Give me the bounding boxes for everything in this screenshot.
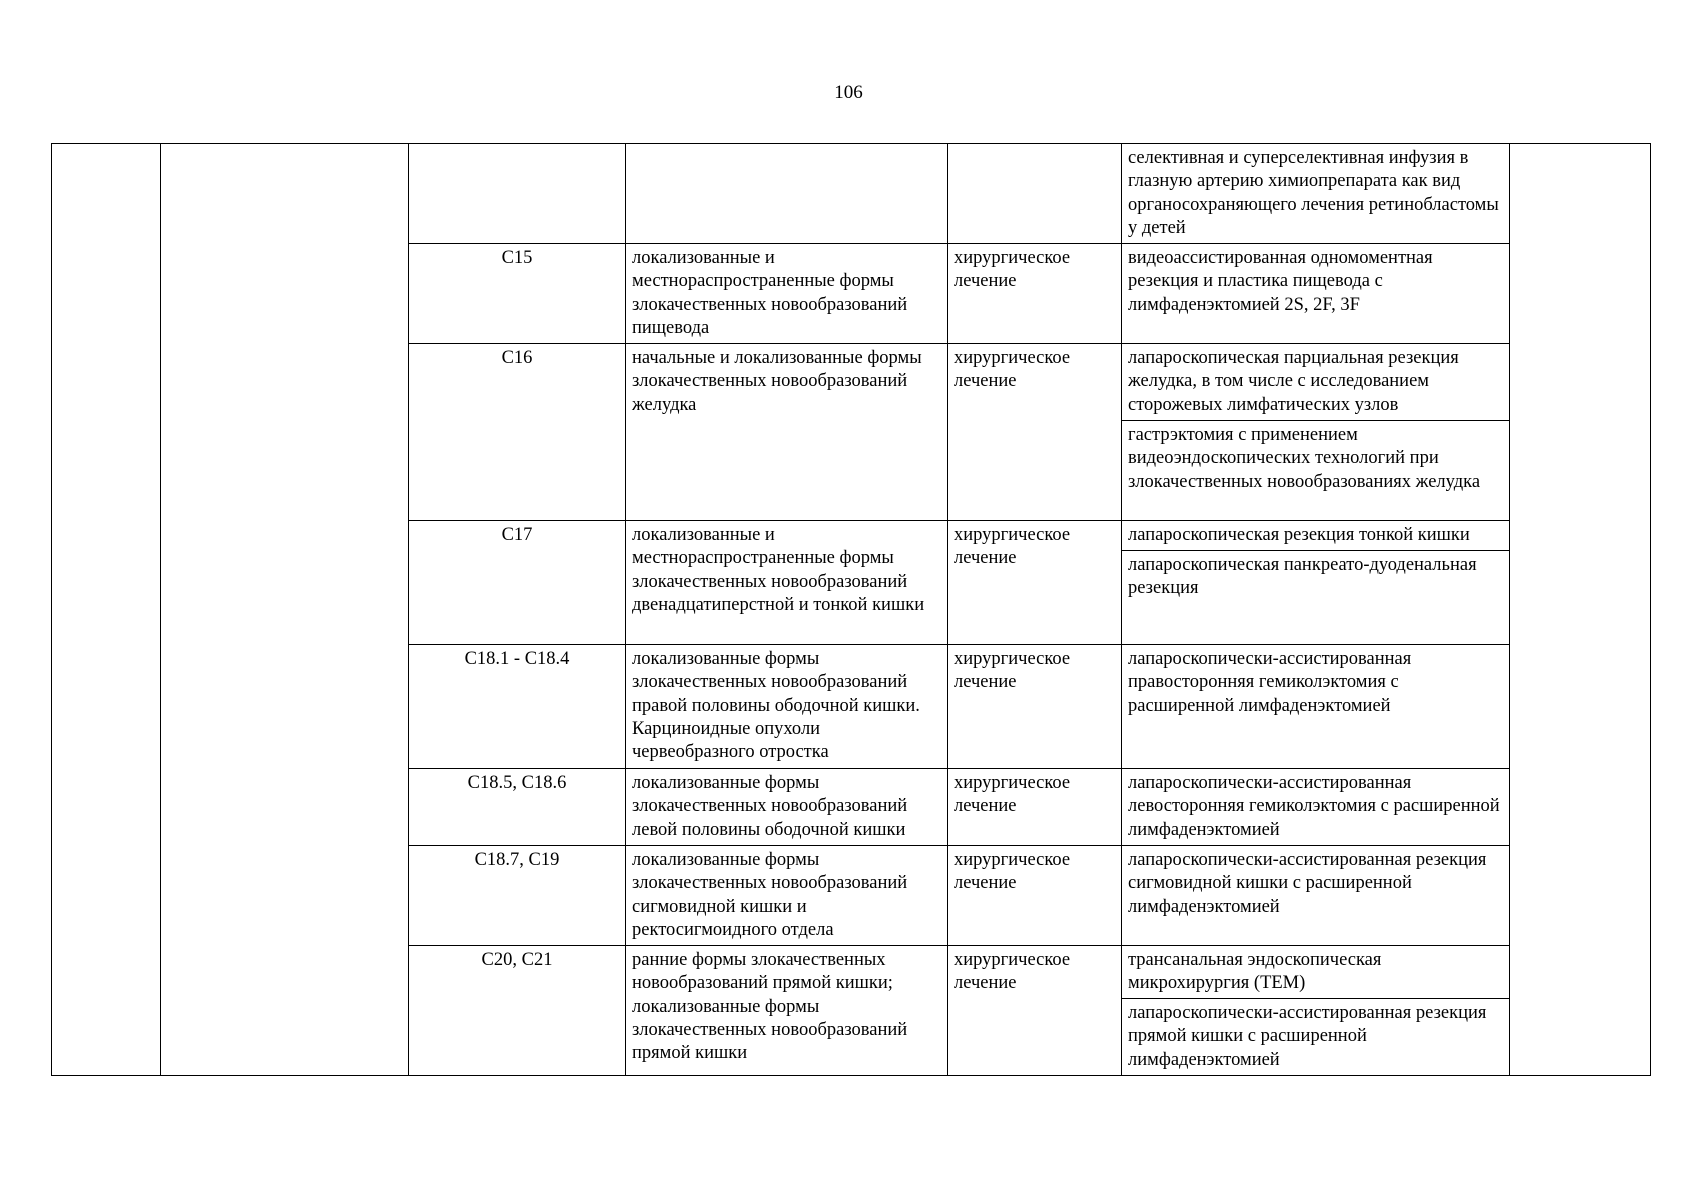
icd-code-cell: C17	[409, 521, 626, 645]
method-cell: лапароскопическая парциальная резекция желудка, в том числе с исследованием сторожевых лимфатических узлов	[1122, 344, 1510, 421]
treatment-type-cell: хирургическое лечение	[948, 946, 1122, 1076]
empty-cell-group-name	[161, 144, 409, 1076]
method-cell: лапароскопически-ассистированная резекция сигмовидной кишки с расширенной лимфаденэктомией	[1122, 846, 1510, 946]
method-cell: трансанальная эндоскопическая микрохирургия (ТЕМ)	[1122, 946, 1510, 999]
treatment-type-cell: хирургическое лечение	[948, 344, 1122, 521]
icd-code-cell: C16	[409, 344, 626, 521]
empty-cell-cost	[1510, 144, 1651, 1076]
treatment-type-cell: хирургическое лечение	[948, 645, 1122, 769]
method-cell: гастрэктомия с применением видеоэндоскопических технологий при злокачественных новообразованиях желудка	[1122, 421, 1510, 521]
icd-code-cell: C18.7, C19	[409, 846, 626, 946]
empty-cell-group-number	[52, 144, 161, 1076]
icd-code-cell: C18.5, C18.6	[409, 769, 626, 846]
treatment-type-cell: хирургическое лечение	[948, 244, 1122, 344]
patient-model-cell: локализованные формы злокачественных новообразований сигмовидной кишки и ректосигмоидного отдела	[626, 846, 948, 946]
patient-model-cell: локализованные формы злокачественных новообразований левой половины ободочной кишки	[626, 769, 948, 846]
empty-cell-code	[409, 144, 626, 244]
patient-model-cell: локализованные и местнораспространенные формы злокачественных новообразований пищевода	[626, 244, 948, 344]
patient-model-cell: локализованные и местнораспространенные формы злокачественных новообразований двенадцатиперстной и тонкой кишки	[626, 521, 948, 645]
icd-code-cell: C18.1 - C18.4	[409, 645, 626, 769]
page-number: 106	[834, 82, 863, 103]
table-row	[52, 144, 1651, 244]
method-cell: видеоассистированная одномоментная резекция и пластика пищевода с лимфаденэктомией 2S, 2F, 3F	[1122, 244, 1510, 344]
method-cell: лапароскопическая панкреато-дуоденальная резекция	[1122, 551, 1510, 645]
patient-model-cell: начальные и локализованные формы злокачественных новообразований желудка	[626, 344, 948, 521]
method-cell: лапароскопически-ассистированная левосторонняя гемиколэктомия с расширенной лимфаденэктомией	[1122, 769, 1510, 846]
patient-model-cell: локализованные формы злокачественных новообразований правой половины ободочной кишки. Карциноидные опухоли червеобразного отростка	[626, 645, 948, 769]
method-cell: селективная и суперселективная инфузия в глазную артерию химиопрепарата как вид органосохраняющего лечения ретинобластомы у детей	[1122, 144, 1510, 244]
treatment-type-cell: хирургическое лечение	[948, 846, 1122, 946]
method-cell: лапароскопически-ассистированная резекция прямой кишки с расширенной лимфаденэктомией	[1122, 999, 1510, 1076]
medical-care-table	[51, 143, 1651, 1076]
empty-cell-treatment	[948, 144, 1122, 244]
treatment-type-cell: хирургическое лечение	[948, 521, 1122, 645]
method-cell: лапароскопическая резекция тонкой кишки	[1122, 521, 1510, 551]
patient-model-cell: ранние формы злокачественных новообразований прямой кишки; локализованные формы злокачественных новообразований прямой кишки	[626, 946, 948, 1076]
icd-code-cell: C15	[409, 244, 626, 344]
empty-cell-model	[626, 144, 948, 244]
method-cell: лапароскопически-ассистированная правосторонняя гемиколэктомия с расширенной лимфаденэктомией	[1122, 645, 1510, 769]
icd-code-cell: C20, C21	[409, 946, 626, 1076]
treatment-type-cell: хирургическое лечение	[948, 769, 1122, 846]
